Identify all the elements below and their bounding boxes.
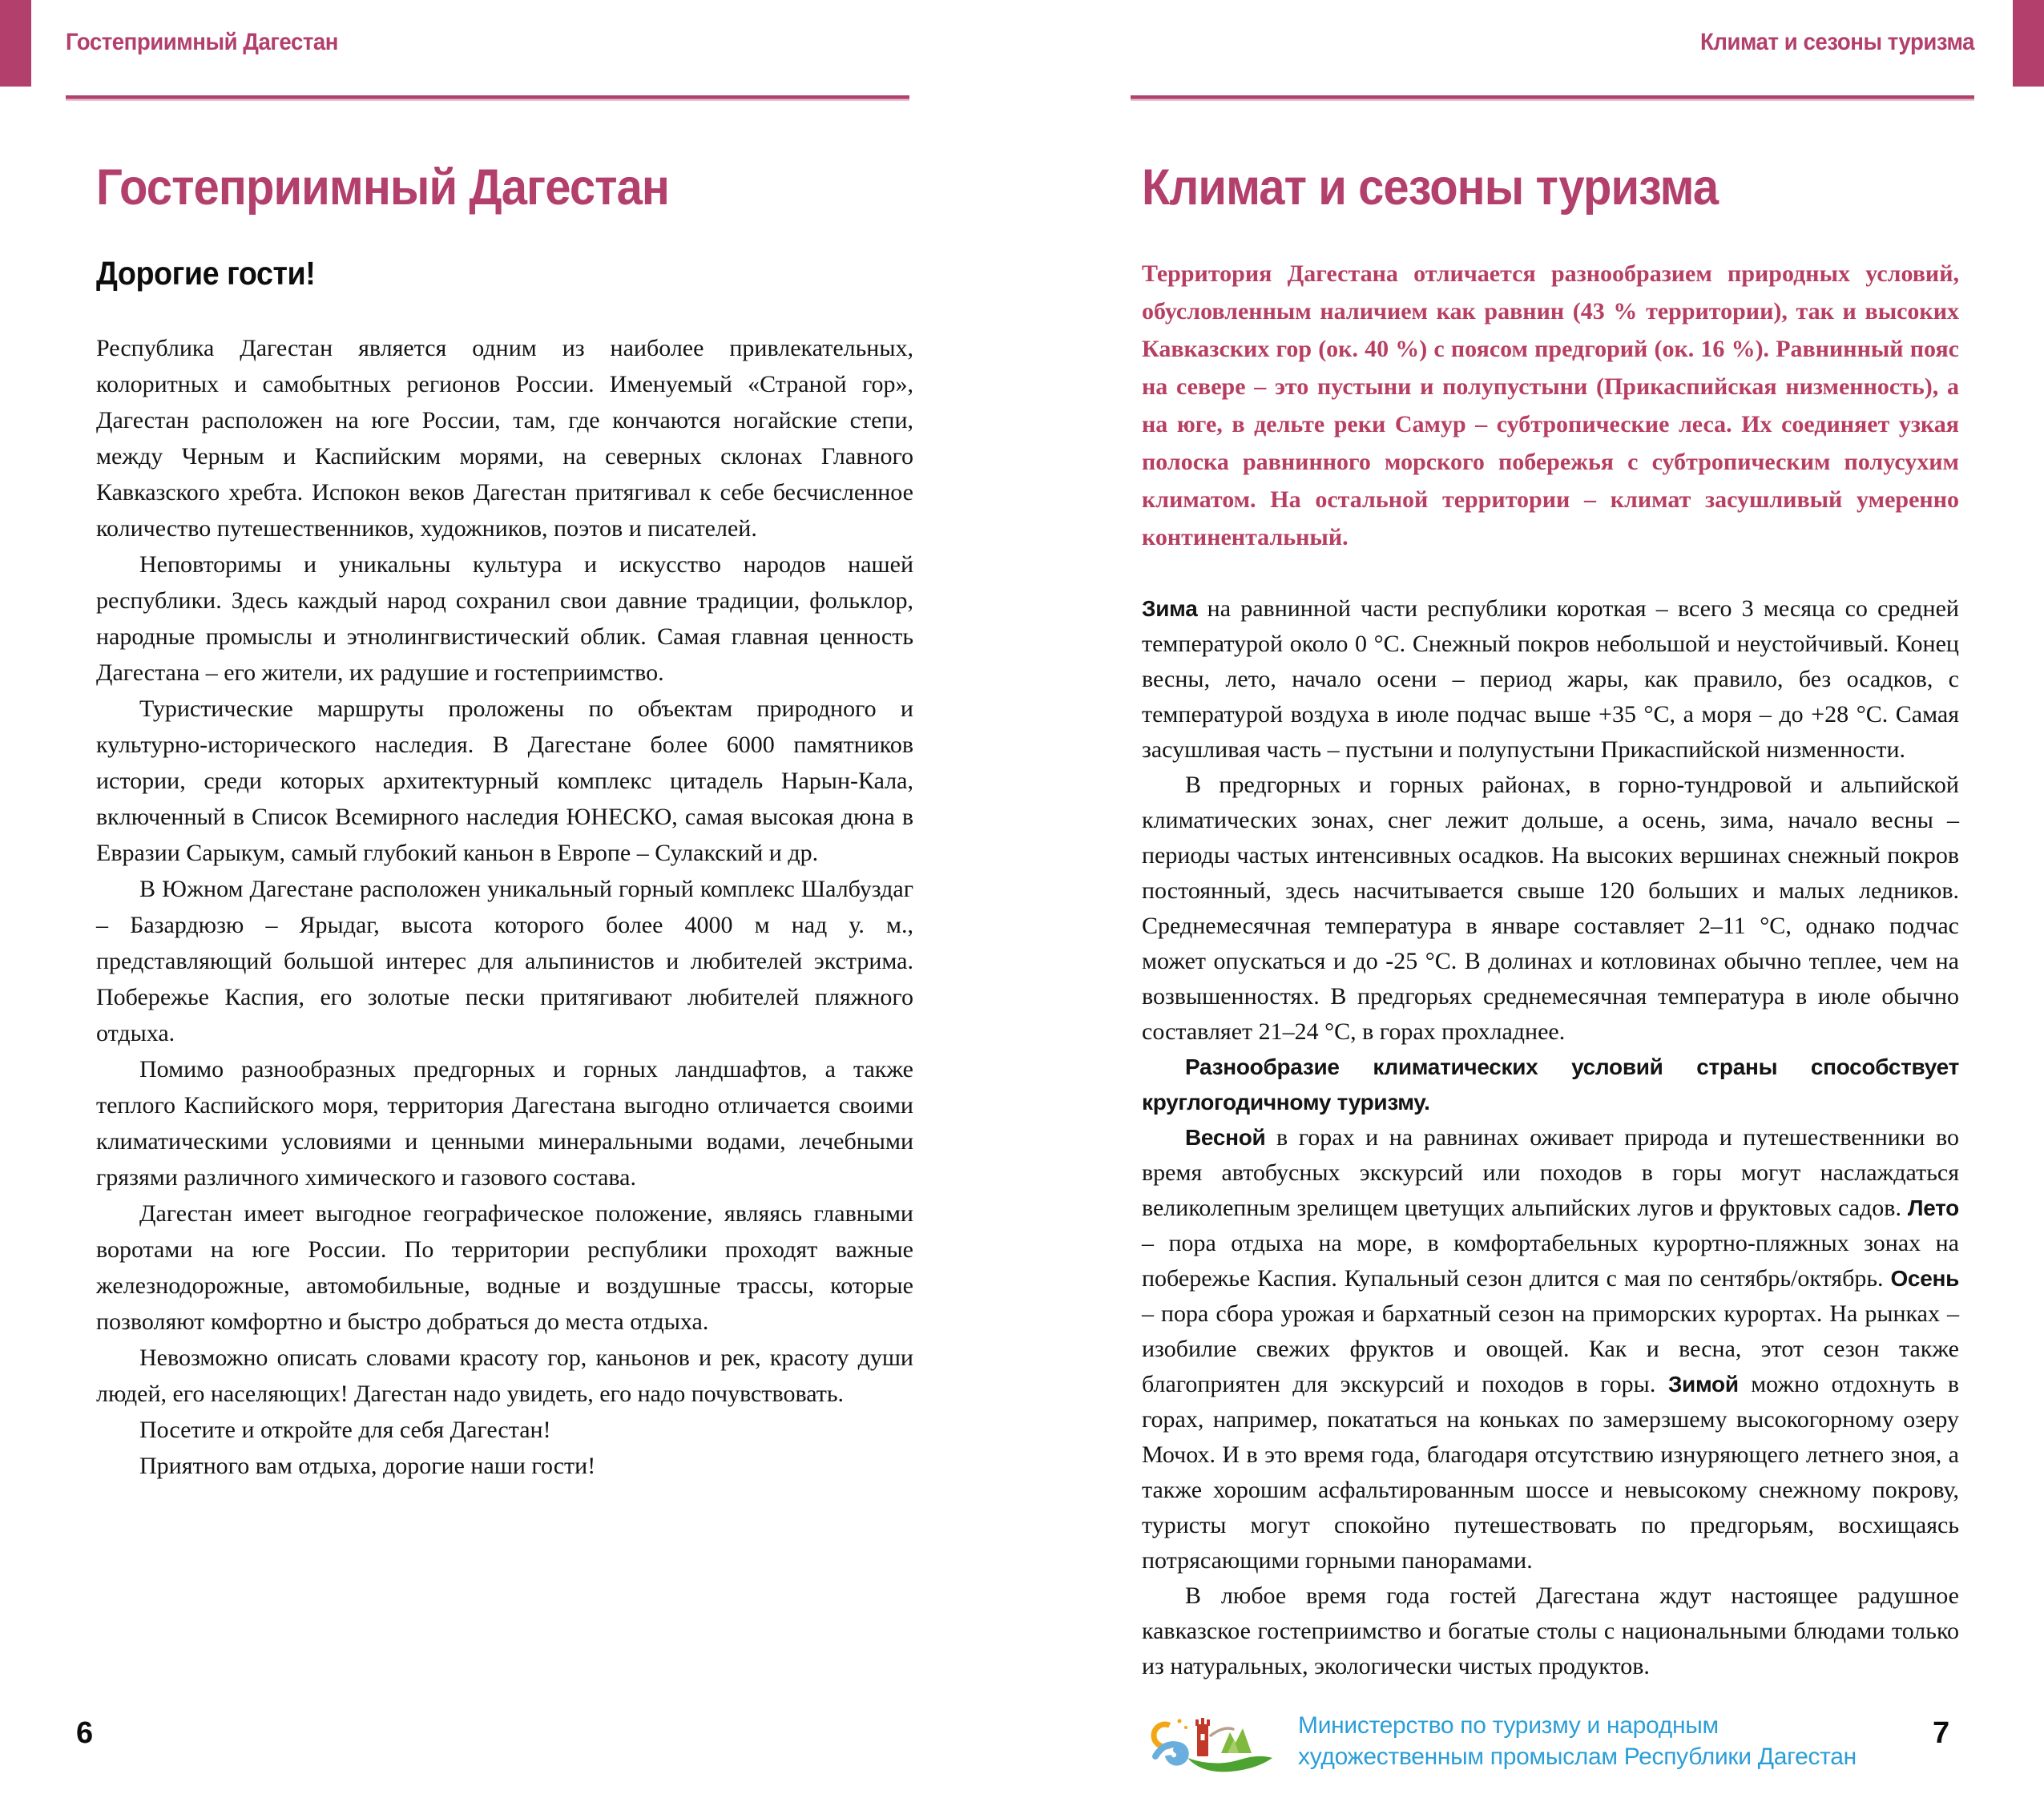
paragraph: В любое время года гостей Дагестана ждут настоящее радушное кавказское гостеприимство и богатые столы с национальными блюдами только из натуральных, экологически чистых продуктов. [1142,1582,1959,1679]
lead-paragraph: Территория Дагестана отличается разнообразием природных условий, обусловленным наличием как равнин (43 % территории), так и высоких Кавказских гор (ок. 40 %) с поясом предгорий (ок. 16 %). Равнинный пояс на севере – это пустыни и полупустыни (Прикаспийская низменность), а на юге, в дельте реки Самур – субтропические леса. Их соединяет узкая полоска равнинного морского побережья с субтропическим полусухим климатом. На остальной территории – климат засушливый умеренно континентальный. [1142,260,1959,550]
running-head-left: Гостеприимный Дагестан [66,29,339,55]
corner-mark-left [0,0,31,87]
paragraph: Дагестан имеет выгодное географическое положение, являясь главными воротами на юге России. По территории республики проходят важные железнодорожные, автомобильные, водные и воздушные трассы, которые позволяют комфортно и быстро добраться до места отдыха. [96,1200,913,1335]
page-number-right: 7 [1933,1716,1950,1750]
ministry-caption-line1: Министерство по туризму и народным [1298,1712,1719,1739]
paragraph: Посетите и откройте для себя Дагестан! [139,1417,551,1443]
header-rule-right [1131,95,1974,101]
corner-mark-right [2013,0,2044,87]
ministry-logo-icon [1144,1708,1282,1777]
page-title-right: Климат и сезоны туризма [1142,159,1719,216]
paragraph: Зима на равнинной части республики короткая – всего 3 месяца со средней температурой около 0 °C. Снежный покров небольшой и неустойчивый. Конец весны, лето, начало осени – период жары, как правило, без осадков, с температурой воздуха в июле подчас выше +35 °C, а моря – до +28 °C. Самая засушливая часть – пустыни и полупустыни Прикаспийской низменности. [1142,595,1959,763]
paragraph: В предгорных и горных районах, в горно-тундровой и альпийской климатических зонах, снег лежит дольше, а осень, зима, начало весны – периоды частых интенсивных осадков. На высоких вершинах снежный покров постоянный, здесь насчитывается свыше 120 больших и малых ледников. Среднемесячная температура в январе составляет 2–11 °C, однако подчас может опускаться и до -25 °C. В долинах и котловинах обычно теплее, чем на возвышенностях. В предгорьях среднемесячная температура в июле обычно составляет 21–24 °C, в горах прохладнее. [1142,772,1959,1045]
paragraph: Неповторимы и уникальны культура и искусство народов нашей республики. Здесь каждый народ сохранил свои давние традиции, фольклор, народные промыслы и этнолингвистический облик. Самая главная ценность Дагестана – его жители, их радушие и гостеприимство. [96,551,913,686]
paragraph: В Южном Дагестане расположен уникальный горный комплекс Шалбуздаг – Базардюзю – Ярыдаг, высота которого более 4000 м над у. м., представляющий большой интерес для альпинистов и любителей экстрима. Побережье Каспия, его золотые пески притягивают любителей пляжного отдыха. [96,876,913,1046]
page-number-left: 6 [76,1716,94,1750]
ministry-caption-line2: художественным промыслам Республики Дагестан [1298,1744,1857,1770]
paragraph: Весной в горах и на равнинах оживает природа и путешественники во время автобусных экскурсий или походов в горы могут наслаждаться великолепным зрелищем цветущих альпийских лугов и фруктовых садов. Лето – пора отдыха на море, в комфортабельных курортно-пляжных зонах на побережье Каспия. Купальный сезон длится с мая по сентябрь/октябрь. Осень – пора сбора урожая и бархатный сезон на приморских курортах. На рынках – изобилие свежих фруктов и овощей. Как и весна, этот сезон также благоприятен для экскурсий и походов в горы. Зимой можно отдохнуть в горах, например, покататься на коньках по замерзшему высокогорному озеру Мочох. И в это время года, благодаря отсутствию изнуряющего летнего зноя, а также хорошим асфальтированным шоссе и невысокому снежному покрову, туристы могут спокойно путешествовать по предгорьям, восхищаясь потрясающими горными панорамами. [1142,1124,1959,1574]
paragraph: Помимо разнообразных предгорных и горных ландшафтов, а также теплого Каспийского моря, территория Дагестана выгодно отличается своими климатическими условиями и ценными минеральными водами, лечебными грязями различного химического и газового состава. [96,1056,913,1191]
page-subtitle-left: Дорогие гости! [96,255,316,292]
paragraph: Республика Дагестан является одним из наиболее привлекательных, колоритных и самобытных регионов России. Именуемый «Страной гор», Дагестан расположен на юге России, там, где кончаются ногайские степи, между Черным и Каспийским морями, на северных склонах Главного Кавказского хребта. Испокон веков Дагестан притягивал к себе бесчисленное количество путешественников, художников, поэтов и писателей. [96,335,913,542]
body-text-left [96,330,913,1484]
paragraph: Приятного вам отдыха, дорогие наши гости! [139,1453,596,1479]
paragraph: Невозможно описать словами красоту гор, каньонов и рек, красоту души людей, его населяющих! Дагестан надо увидеть, его надо почувствовать. [96,1344,913,1407]
paragraph: Разнообразие климатических условий страны способствует круглогодичному туризму. [1142,1054,1959,1115]
paragraph: Туристические маршруты проложены по объектам природного и культурно-исторического наследия. В Дагестане более 6000 памятников истории, среди которых архитектурный комплекс цитадель Нарын-Кала, включенный в Список Всемирного наследия ЮНЕСКО, самая высокая дюна в Евразии Сарыкум, самый глубокий каньон в Европе – Сулакский и др. [96,695,913,866]
right-paragraphs [1142,591,1959,1684]
ministry-caption [1298,1710,1859,1772]
body-text-right [1142,255,1959,1684]
header-rule-left [66,95,909,101]
page-title-left: Гостеприимный Дагестан [96,159,670,216]
running-head-right: Климат и сезоны туризма [1700,29,1974,55]
